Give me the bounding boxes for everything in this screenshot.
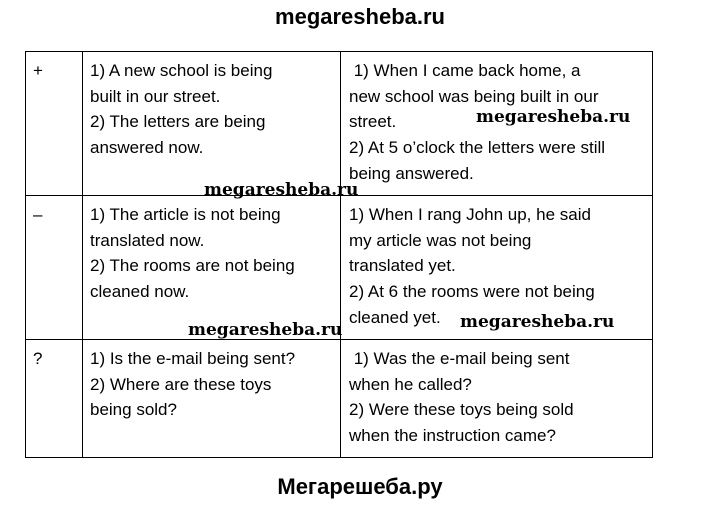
text-line: cleaned now. bbox=[90, 282, 190, 302]
text-line: 2) The rooms are not being bbox=[90, 256, 295, 276]
text-line: 1) When I came back home, a bbox=[349, 61, 581, 80]
text-line: 1) Is the e-mail being sent? bbox=[90, 349, 296, 368]
watermark-overlay: megaresheba.ru bbox=[188, 320, 343, 340]
site-watermark-header: megaresheba.ru bbox=[275, 4, 445, 29]
text-line: 2) The letters are being bbox=[90, 112, 266, 132]
text-line: street. bbox=[349, 112, 397, 132]
text-line: being sold? bbox=[90, 400, 177, 420]
text-line: 1) When I rang John up, he said bbox=[349, 205, 591, 224]
symbol-cell bbox=[26, 340, 83, 458]
present-cell bbox=[83, 340, 341, 458]
text-line: cleaned yet. bbox=[349, 307, 441, 327]
text-line: my article was not being bbox=[349, 230, 532, 250]
text-line: when he called? bbox=[349, 374, 472, 394]
text-line: answered now. bbox=[90, 138, 204, 158]
text-line: 1) Was the e-mail being sent bbox=[349, 349, 570, 368]
past-cell bbox=[341, 340, 653, 458]
text-line: 1) The article is not being bbox=[90, 205, 281, 224]
present-cell bbox=[83, 196, 341, 340]
minus-symbol: – bbox=[33, 205, 43, 224]
site-watermark-footer: Мегарешеба.ру bbox=[277, 474, 443, 499]
text-line: new school was being built in our bbox=[349, 86, 599, 106]
text-line: 2) Were these toys being sold bbox=[349, 400, 574, 420]
text-line: translated yet. bbox=[349, 256, 456, 276]
text-line: 1) A new school is being bbox=[90, 61, 273, 80]
watermark-overlay: megaresheba.ru bbox=[460, 312, 615, 332]
text-line: built in our street. bbox=[90, 86, 221, 106]
text-line: 2) At 6 the rooms were not being bbox=[349, 282, 595, 302]
present-cell bbox=[83, 52, 341, 196]
watermark-overlay: megaresheba.ru bbox=[204, 180, 359, 200]
text-line: 2) Where are these toys bbox=[90, 374, 272, 394]
question-symbol: ? bbox=[33, 349, 43, 368]
text-line: when the instruction came? bbox=[349, 426, 556, 446]
symbol-cell bbox=[26, 52, 83, 196]
watermark-overlay: megaresheba.ru bbox=[476, 107, 631, 127]
text-line: 2) At 5 o’clock the letters were still bbox=[349, 138, 606, 158]
text-line: translated now. bbox=[90, 230, 205, 250]
text-line: being answered. bbox=[349, 163, 474, 183]
table-row-question bbox=[26, 340, 653, 458]
plus-symbol: + bbox=[33, 61, 43, 80]
symbol-cell bbox=[26, 196, 83, 340]
